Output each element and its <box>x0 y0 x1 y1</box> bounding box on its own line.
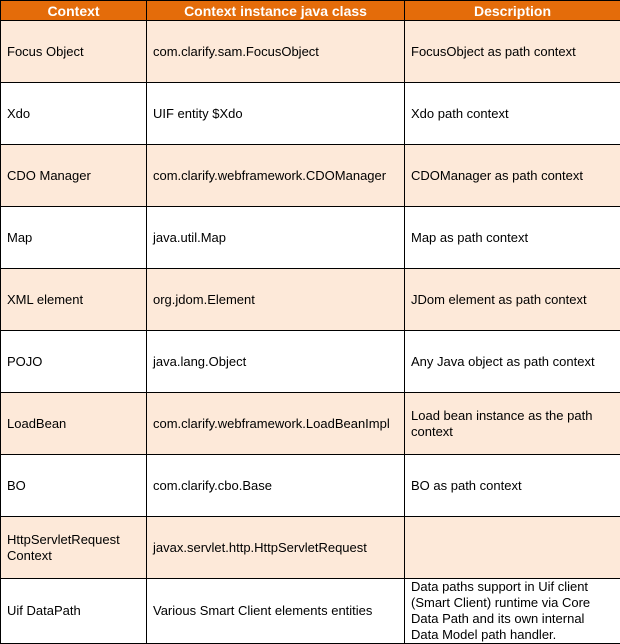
header-description: Description <box>405 1 620 21</box>
java-class-cell: Various Smart Client elements entities <box>147 579 405 644</box>
description-cell: Data paths support in Uif client (Smart Client) runtime via Core Data Path and its own internal Data Model path handler. <box>405 579 620 644</box>
java-class-cell: javax.servlet.http.HttpServletRequest <box>147 517 405 579</box>
description-cell: Any Java object as path context <box>405 331 620 393</box>
context-cell: Focus Object <box>1 21 147 83</box>
context-cell: BO <box>1 455 147 517</box>
context-cell: XML element <box>1 269 147 331</box>
table-row <box>1 331 620 393</box>
java-class-cell: java.lang.Object <box>147 331 405 393</box>
java-class-cell: org.jdom.Element <box>147 269 405 331</box>
description-cell: FocusObject as path context <box>405 21 620 83</box>
table-row <box>1 269 620 331</box>
table-row <box>1 393 620 455</box>
description-cell: CDOManager as path context <box>405 145 620 207</box>
description-cell: JDom element as path context <box>405 269 620 331</box>
table-row <box>1 455 620 517</box>
java-class-cell: com.clarify.sam.FocusObject <box>147 21 405 83</box>
java-class-cell: com.clarify.cbo.Base <box>147 455 405 517</box>
description-cell: BO as path context <box>405 455 620 517</box>
header-context: Context <box>1 1 147 21</box>
description-cell: Xdo path context <box>405 83 620 145</box>
context-cell: POJO <box>1 331 147 393</box>
table-row <box>1 207 620 269</box>
table-row <box>1 517 620 579</box>
header-java-class: Context instance java class <box>147 1 405 21</box>
table-header-row <box>1 1 620 21</box>
description-cell <box>405 517 620 579</box>
table-row <box>1 145 620 207</box>
java-class-cell: com.clarify.webframework.LoadBeanImpl <box>147 393 405 455</box>
context-cell: Map <box>1 207 147 269</box>
table-row <box>1 21 620 83</box>
description-cell: Load bean instance as the path context <box>405 393 620 455</box>
java-class-cell: UIF entity $Xdo <box>147 83 405 145</box>
java-class-cell: com.clarify.webframework.CDOManager <box>147 145 405 207</box>
description-cell: Map as path context <box>405 207 620 269</box>
java-class-cell: java.util.Map <box>147 207 405 269</box>
context-cell: LoadBean <box>1 393 147 455</box>
context-cell: Xdo <box>1 83 147 145</box>
table-row <box>1 83 620 145</box>
context-cell: HttpServletRequest Context <box>1 517 147 579</box>
table-row <box>1 579 620 644</box>
context-cell: CDO Manager <box>1 145 147 207</box>
context-cell: Uif DataPath <box>1 579 147 644</box>
